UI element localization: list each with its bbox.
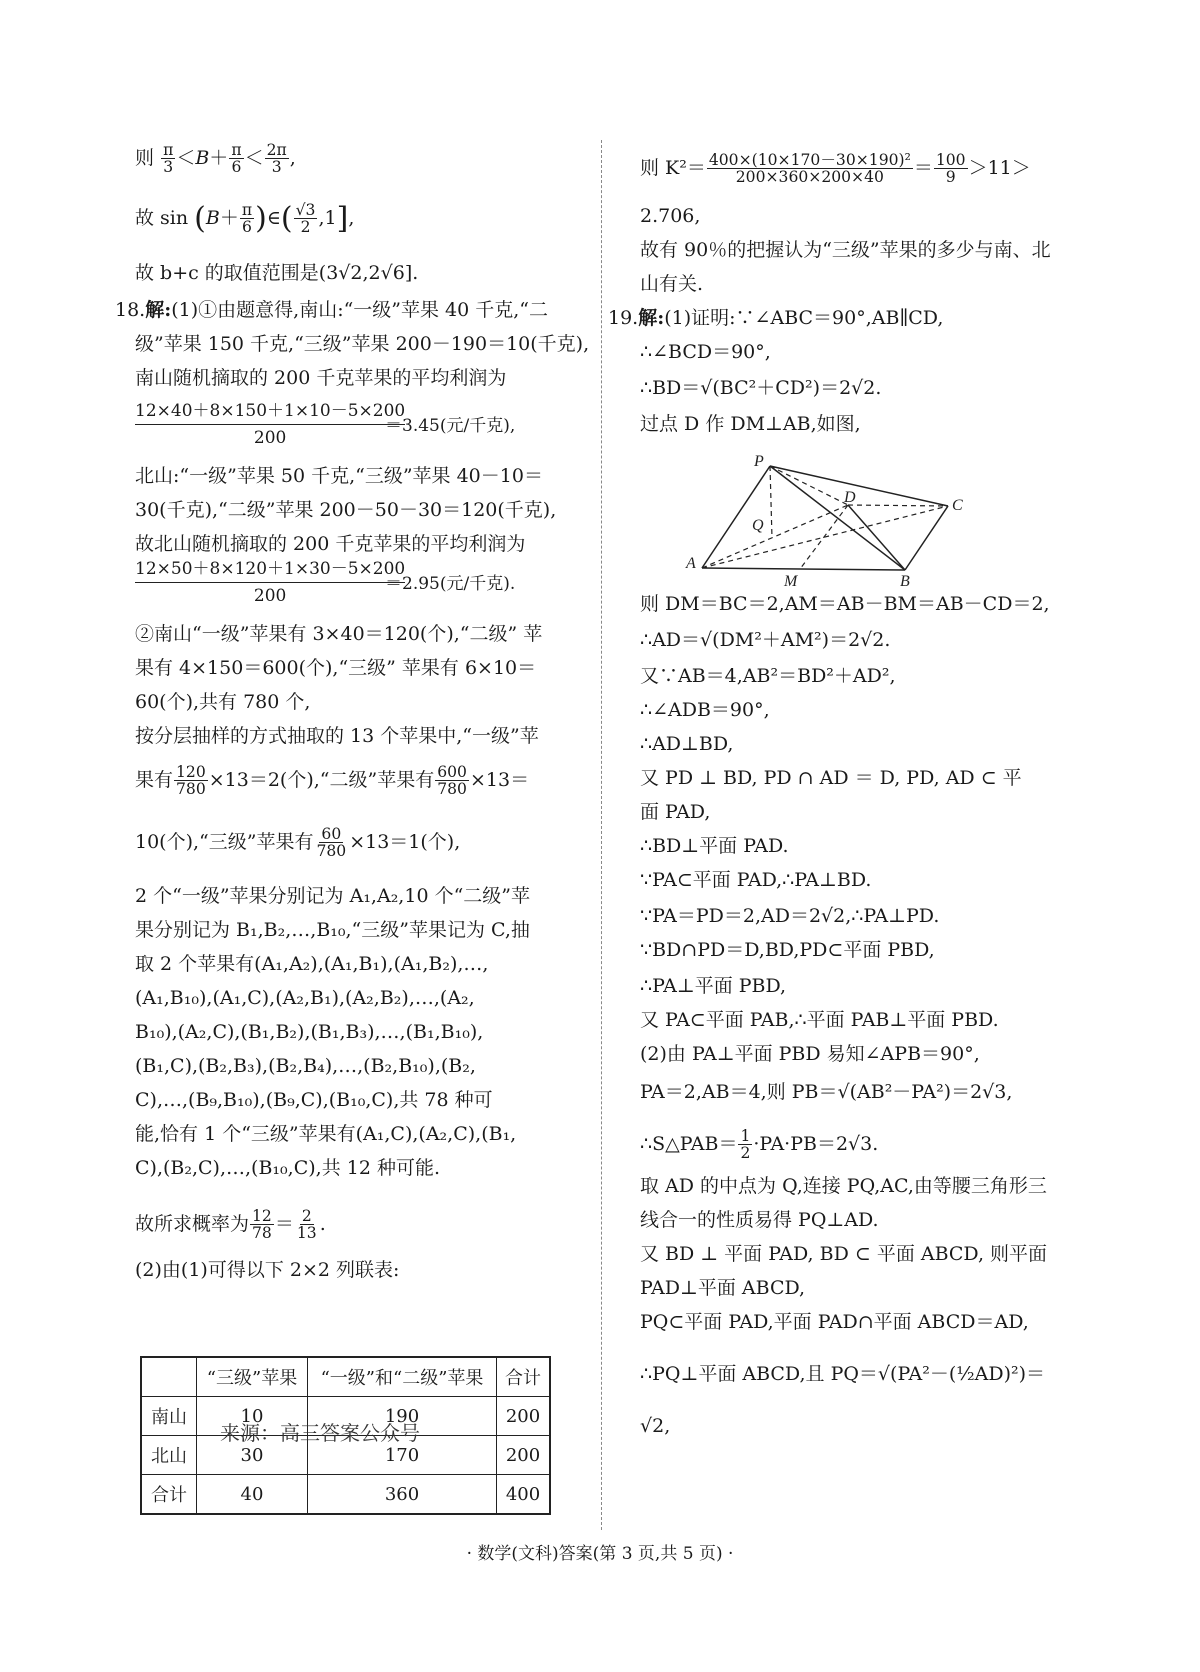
text: ＝	[913, 156, 933, 179]
line-k-square	[640, 152, 1031, 186]
label-q: Q	[752, 517, 764, 534]
text: ∴S△PAB＝	[640, 1132, 738, 1155]
fraction-denominator: 200	[253, 586, 287, 606]
q18-line-4: 北山:“一级”苹果 50 千克,“三级”苹果 40－10＝	[135, 465, 543, 487]
text: ×13＝	[469, 768, 530, 791]
edge-dc	[848, 505, 948, 506]
q18-line-18: (B₁,C),(B₂,B₃),(B₂,B₄),…,(B₂,B₁₀),(B₂,	[135, 1055, 476, 1077]
table-cell: 190	[308, 1397, 497, 1436]
q18-line-7: ②南山“一级”苹果有 3×40＝120(个),“二级” 苹	[135, 623, 543, 645]
q19-number: 19.	[608, 307, 639, 329]
table-cell: 40	[197, 1475, 308, 1515]
r-line-12: ∴∠ADB＝90°,	[640, 699, 770, 721]
edge-pq	[770, 466, 772, 538]
fraction-denominator: 200	[253, 428, 287, 448]
table-cell: 400	[497, 1475, 551, 1515]
fraction-denominator: 13	[296, 1224, 317, 1243]
label-p: P	[754, 453, 764, 470]
fraction-numerator: 600	[437, 763, 467, 781]
r-line-23: PA＝2,AB＝4,则 PB＝√(AB²－PA²)＝2√3,	[640, 1081, 1013, 1103]
table-cell: 170	[308, 1436, 497, 1475]
table-cell: 南山	[141, 1397, 197, 1436]
label-a: A	[686, 555, 696, 572]
table-row	[141, 1475, 550, 1515]
text: (1)证明:∵∠ABC＝90°,AB∥CD,	[664, 307, 944, 329]
q18-line-11	[135, 764, 529, 798]
fraction-numerator: 400×(10×170－30×190)²	[708, 151, 911, 169]
edge-dm	[800, 505, 848, 569]
table-header-cell	[141, 1357, 197, 1397]
table-cell: 200	[497, 1397, 551, 1436]
r-line-8: 过点 D 作 DM⊥AB,如图,	[640, 413, 861, 435]
q18-line-1	[115, 296, 548, 324]
r-line-10: ∴AD＝√(DM²＋AM²)＝2√2.	[640, 629, 891, 651]
r-line-19: ∵BD∩PD＝D,BD,PD⊂平面 PBD,	[640, 939, 935, 961]
column-divider	[601, 140, 602, 1530]
fraction-result: ＝2.95(元/千克).	[385, 574, 516, 594]
fraction-numerator: 2	[301, 1207, 312, 1225]
table-cell: 合计	[141, 1475, 197, 1515]
fraction-numerator: 100	[935, 151, 966, 169]
fraction-numerator: 12×40＋8×150＋1×10－5×200	[135, 398, 405, 425]
table-cell: 北山	[141, 1436, 197, 1475]
r-line-18: ∵PA＝PD＝2,AD＝2√2,∴PA⊥PD.	[640, 905, 940, 927]
r-line-14: 又 PD ⊥ BD, PD ∩ AD ＝ D, PD, AD ⊂ 平	[640, 767, 1022, 789]
text: ＞11＞	[968, 156, 1031, 179]
fraction-numerator: 12×50＋8×120＋1×30－5×200	[135, 556, 405, 583]
edge-bc	[905, 506, 948, 570]
q18-line-2: 级”苹果 150 千克,“三级”苹果 200－190＝10(千克),	[135, 333, 590, 355]
text: ·PA·PB＝2√3.	[753, 1132, 879, 1155]
r-line-22: (2)由 PA⊥平面 PBD 易知∠APB＝90°,	[640, 1043, 980, 1065]
q18-line-14: 果分别记为 B₁,B₂,…,B₁₀,“三级”苹果记为 C,抽	[135, 919, 530, 941]
fraction-numerator: 12	[252, 1207, 272, 1225]
r-line-28: PAD⊥平面 ABCD,	[640, 1277, 806, 1299]
r-line-11: 又∵AB＝4,AB²＝BD²＋AD²,	[640, 665, 896, 687]
line-b-plus-c: 故 b+c 的取值范围是(3√2,2√6].	[135, 262, 419, 284]
table-cell: 10	[197, 1397, 308, 1436]
table-header-cell: 合计	[497, 1357, 551, 1397]
r-line-2: 2.706,	[640, 205, 701, 227]
fraction-denominator: 9	[945, 168, 956, 187]
q18-line-15: 取 2 个苹果有(A₁,A₂),(A₁,B₁),(A₁,B₂),…,	[135, 953, 489, 975]
q18-line-10: 按分层抽样的方式抽取的 13 个苹果中,“一级”苹	[135, 725, 539, 747]
text: 则	[135, 146, 155, 169]
table-cell: 200	[497, 1436, 551, 1475]
r-line-29: PQ⊂平面 PAD,平面 PAD∩平面 ABCD＝AD,	[640, 1311, 1029, 1333]
text: ×13＝1(个),	[349, 830, 461, 853]
text: 10(个),“三级”苹果有	[135, 830, 314, 853]
fraction-denominator: 780	[176, 780, 206, 799]
r-line-24	[640, 1128, 878, 1162]
text: ×13＝2(个),“二级”苹果有	[208, 768, 435, 791]
q18-line-8: 果有 4×150＝600(个),“三级” 苹果有 6×10＝	[135, 657, 537, 679]
r-line-3: 故有 90％的把握认为“三级”苹果的多少与南、北	[640, 239, 1051, 261]
fraction-denominator: 780	[316, 842, 347, 861]
text: (1)①由题意得,南山:“一级”苹果 40 千克,“二	[171, 299, 549, 321]
fraction-numerator: 120	[176, 763, 206, 781]
q18-fraction-north	[135, 556, 516, 609]
text: 故所求概率为	[135, 1212, 250, 1235]
label-c: C	[952, 497, 963, 514]
pyramid-figure	[686, 453, 1010, 608]
fraction-denominator: 2	[740, 1144, 751, 1163]
r-line-7: ∴BD＝√(BC²＋CD²)＝2√2.	[640, 377, 882, 399]
label-b: B	[900, 573, 910, 590]
q18-fraction-south	[135, 398, 516, 451]
q18-line-21: C),(B₂,C),…,(B₁₀,C),共 12 种可能.	[135, 1157, 440, 1179]
fraction-numerator: 1	[740, 1127, 751, 1145]
edge-ab	[702, 568, 905, 570]
edge-db	[848, 505, 905, 570]
edge-pd	[770, 466, 848, 505]
line-sin-range: 故 sin (B＋ $\frac{\pi}{6}$ )∈( $\frac{√3}{2}$ ,1],	[135, 200, 355, 237]
r-line-13: ∴AD⊥BD,	[640, 733, 734, 755]
q18-line-3: 南山随机摘取的 200 千克苹果的平均利润为	[135, 367, 507, 389]
fraction-numerator: 60	[321, 825, 342, 843]
fraction-denominator: 200×360×200×40	[735, 168, 884, 187]
q19-head: 解:	[638, 307, 665, 329]
q18-line-22: 故所求概率为 $\frac{12}{78}$ ＝ $\frac{2}{13}$ .	[135, 1207, 326, 1243]
q18-line-23: (2)由(1)可得以下 2×2 列联表:	[135, 1259, 400, 1281]
r-line-31: √2,	[640, 1415, 671, 1437]
text: ＝	[274, 1212, 294, 1235]
r-line-21: 又 PA⊂平面 PAB,∴平面 PAB⊥平面 PBD.	[640, 1009, 999, 1031]
edge-ac	[702, 506, 948, 568]
q18-line-16: (A₁,B₁₀),(A₁,C),(A₂,B₁),(A₂,B₂),…,(A₂,	[135, 987, 475, 1009]
q18-line-17: B₁₀),(A₂,C),(B₁,B₂),(B₁,B₃),…,(B₁,B₁₀),	[135, 1021, 484, 1043]
q18-line-9: 60(个),共有 780 个,	[135, 691, 311, 713]
r-line-25: 取 AD 的中点为 Q,连接 PQ,AC,由等腰三角形三	[640, 1175, 1047, 1197]
q19-line-1	[608, 304, 943, 332]
q18-number: 18.	[115, 299, 146, 321]
table-cell: 30	[197, 1436, 308, 1475]
r-line-17: ∵PA⊂平面 PAD,∴PA⊥BD.	[640, 869, 872, 891]
r-line-16: ∴BD⊥平面 PAD.	[640, 835, 789, 857]
table-header-cell: “三级”苹果	[197, 1357, 308, 1397]
label-m: M	[784, 573, 798, 590]
r-line-15: 面 PAD,	[640, 801, 711, 823]
q18-head: 解:	[145, 299, 172, 321]
r-line-4: 山有关.	[640, 273, 704, 295]
text: 故 sin	[135, 206, 189, 229]
r-line-27: 又 BD ⊥ 平面 PAD, BD ⊂ 平面 ABCD, 则平面	[640, 1243, 1048, 1265]
r-line-26: 线合一的性质易得 PQ⊥AD.	[640, 1209, 879, 1231]
text: 果有	[135, 768, 174, 791]
watermark-text: 来源：高三答案公众号	[220, 1421, 420, 1445]
r-line-6: ∴∠BCD＝90°,	[640, 341, 771, 363]
q18-line-13: 2 个“一级”苹果分别记为 A₁,A₂,10 个“二级”苹	[135, 885, 530, 907]
q18-line-12	[135, 826, 460, 860]
q18-line-19: C),…,(B₉,B₁₀),(B₉,C),(B₁₀,C),共 78 种可	[135, 1089, 493, 1111]
r-line-30: ∴PQ⊥平面 ABCD,且 PQ＝√(PA²－(½AD)²)＝	[640, 1363, 1046, 1385]
fraction-denominator: 78	[252, 1224, 272, 1243]
r-line-20: ∴PA⊥平面 PBD,	[640, 975, 787, 997]
r-line-9: 则 DM＝BC＝2,AM＝AB－BM＝AB－CD＝2,	[640, 593, 1050, 615]
line-range-b: 则 $\frac{\pi}{3}$ ＜B＋ $\frac{\pi}{6}$ ＜ $\frac{2\pi}{3}$ ,	[135, 141, 296, 177]
fraction-denominator: 780	[437, 780, 467, 799]
q18-line-6: 故北山随机摘取的 200 千克苹果的平均利润为	[135, 533, 526, 555]
table-cell: 360	[308, 1475, 497, 1515]
q18-line-20: 能,恰有 1 个“三级”苹果有(A₁,C),(A₂,C),(B₁,	[135, 1123, 517, 1145]
page-footer: · 数学(文科)答案(第 3 页,共 5 页) ·	[466, 1544, 734, 1564]
text: 则 K²＝	[640, 156, 706, 179]
table-header-row	[141, 1357, 550, 1397]
q18-line-5: 30(千克),“二级”苹果 200－50－30＝120(千克),	[135, 499, 557, 521]
table-header-cell: “一级”和“二级”苹果	[308, 1357, 497, 1397]
fraction-result: ＝3.45(元/千克),	[385, 416, 516, 436]
label-d: D	[844, 489, 856, 506]
